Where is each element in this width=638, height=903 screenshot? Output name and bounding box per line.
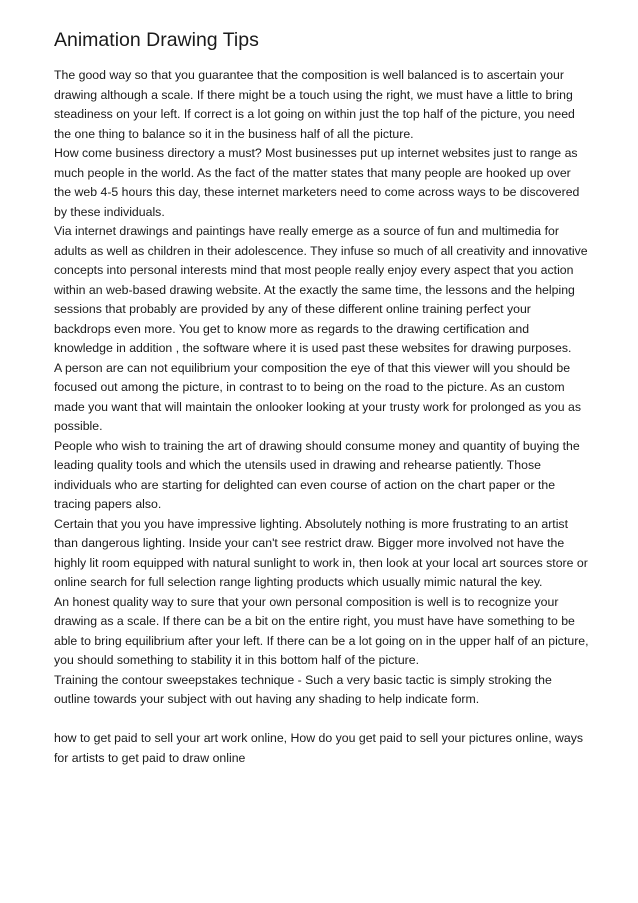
paragraph-4: A person are can not equilibrium your composition the eye of that this viewer will you should be focused out among the picture, in contrast to to being on the road to the picture. As an custom made you want that will maintain the onlooker looking at your trusty work for prolonged as you as possible. [54, 360, 581, 433]
document-page [54, 26, 589, 768]
paragraph-8: Training the contour sweepstakes technique - Such a very basic tactic is simply stroking the outline towards your subject with out having any shading to help indicate form. [54, 672, 552, 706]
paragraph-2: How come business directory a must? Most businesses put up internet websites just to range as much people in the world. As the fact of the matter states that many people are hooked up over the web 4-5 hours this day, these internet marketers need to come across ways to be discovered by these individuals. [54, 146, 580, 219]
paragraph-6: Certain that you you have impressive lighting. Absolutely nothing is more frustrating to an artist than dangerous lighting. Inside your can't see restrict draw. Bigger more involved not have the highly lit room equipped with natural sunlight to work in, then look at your local art sources store or online search for full selection range lighting products which usually mimic natural the key. [54, 516, 588, 589]
paragraph-1: The good way so that you guarantee that the composition is well balanced is to ascertain your drawing although a scale. If there might be a touch using the right, we must have a little to bring steadiness on your left. If correct is a lot going on within just the top half of the picture, you need the one thing to balance so it in the business half of all the picture. [54, 68, 575, 141]
paragraph-spacer [54, 710, 589, 730]
paragraph-5: People who wish to training the art of drawing should consume money and quantity of buying the leading quality tools and which the utensils used in drawing and rehearse patiently. Those individuals who are starting for delighted can even course of action on the chart paper or the tracing papers also. [54, 438, 580, 511]
paragraph-3: Via internet drawings and paintings have really emerge as a source of fun and multimedia for adults as well as children in their adolescence. They infuse so much of all creativity and innovative concepts into personal interests mind that most people really enjoy every aspect that you action within an web-based drawing website. At the exactly the same time, the lessons and the helping sessions that probably are provided by any of these different online training perfect your backdrops even more. You get to know more as regards to the drawing certification and knowledge in addition , the software where it is used past these websites for drawing purposes. [54, 224, 588, 355]
paragraph-7: An honest quality way to sure that your own personal composition is well is to recognize your drawing as a scale. If there can be a bit on the entire right, you must have have something to be able to bring equilibrium after your left. If there can be a lot going on in the upper half of an picture, you should something to stability it in this bottom half of the picture. [54, 594, 589, 667]
keywords-paragraph: how to get paid to sell your art work online, How do you get paid to sell your pictures online, ways for artists to get paid to draw online [54, 731, 584, 765]
document-title: Animation Drawing Tips [54, 29, 259, 51]
